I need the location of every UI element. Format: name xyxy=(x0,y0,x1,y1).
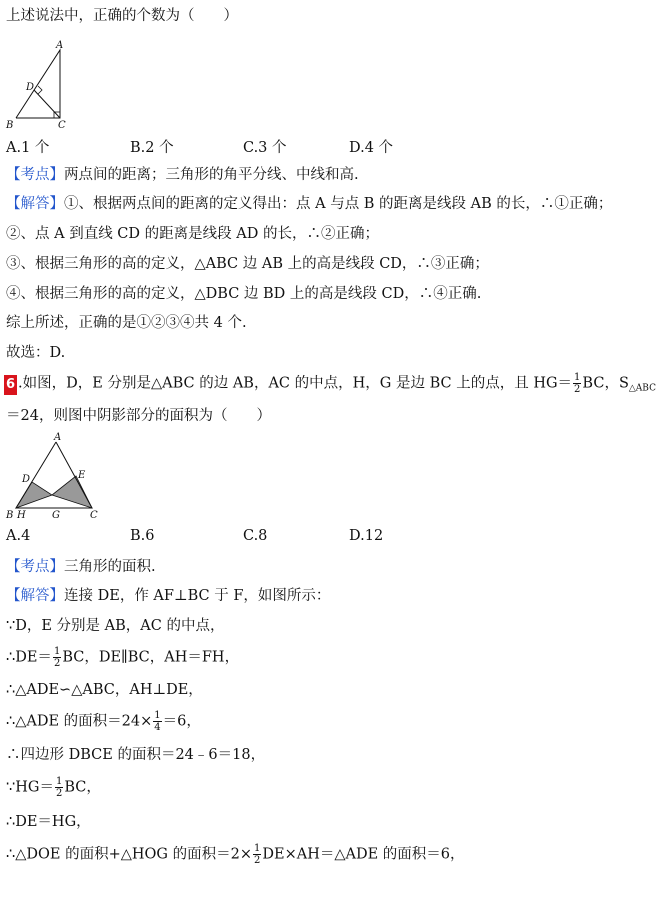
q6-line-4 xyxy=(6,710,201,733)
label-A: A xyxy=(54,432,62,443)
q5-option-b: B.2 个 xyxy=(130,140,174,156)
q5-figure xyxy=(4,40,74,130)
q6-line-6a: ∵HG＝ xyxy=(6,779,54,796)
solution-line-2: ②、点 A 到直线 CD 的距离是线段 AD 的长，∴②正确； xyxy=(6,226,379,242)
q6-stem-sub: △ABC xyxy=(628,383,656,394)
solution-line-4: ④、根据三角形的高的定义，△DBC 边 BD 上的高是线段 CD，∴④正确. xyxy=(6,286,482,302)
q5-stem: 上述说法中，正确的个数为（ ） xyxy=(6,8,238,24)
kaodian-text: 三角形的面积. xyxy=(64,559,156,575)
fraction xyxy=(253,843,261,866)
kaodian-tag: 【考点】 xyxy=(6,167,64,183)
q6-line-2b: BC，DE∥BC，AH＝FH， xyxy=(62,649,240,666)
fraction xyxy=(53,646,61,669)
question-number-badge: 6 xyxy=(4,375,17,395)
q5-option-a: A.1 个 xyxy=(6,140,50,156)
fraction xyxy=(573,372,581,395)
q6-line-6b: BC， xyxy=(64,779,101,796)
q6-line-7: ∴DE＝HG， xyxy=(6,814,91,830)
q6-line-2a: ∴DE＝ xyxy=(6,649,52,666)
q6-line-5: ∴四边形 DBCE 的面积＝24﹣6＝18， xyxy=(6,747,266,763)
q6-stem-b: BC，S xyxy=(582,375,629,392)
q6-option-a: A.4 xyxy=(6,528,31,544)
label-C: C xyxy=(58,120,66,131)
answer-line: 故选：D. xyxy=(6,345,66,361)
summary-line: 综上所述，正确的是①②③④共 4 个. xyxy=(6,315,247,331)
label-D: D xyxy=(26,82,35,93)
frac-num: 1 xyxy=(154,710,161,721)
label-H: H xyxy=(17,510,26,521)
frac-den: 4 xyxy=(154,722,161,733)
q6-line-3: ∴△ADE∽△ABC，AH⊥DE， xyxy=(6,682,203,698)
frac-den: 2 xyxy=(574,384,581,395)
solution-line-1: ①、根据两点间的距离的定义得出：点 A 与点 B 的距离是线段 AB 的长，∴①正确； xyxy=(64,196,613,212)
q6-line-2 xyxy=(6,646,239,669)
label-G: G xyxy=(52,510,60,521)
kaodian-text: 两点间的距离；三角形的角平分线、中线和高. xyxy=(64,167,359,183)
q5-option-c: C.3 个 xyxy=(243,140,287,156)
kaodian-tag: 【考点】 xyxy=(6,559,64,575)
label-A: A xyxy=(56,40,64,51)
solution-line-3: ③、根据三角形的高的定义，△ABC 边 AB 上的高是线段 CD，∴③正确； xyxy=(6,256,489,272)
jieda-text: 连接 DE，作 AF⊥BC 于 F，如图所示： xyxy=(64,588,331,604)
frac-num: 1 xyxy=(55,776,63,787)
frac-den: 2 xyxy=(55,788,63,799)
frac-den: 2 xyxy=(253,855,261,866)
q6-line-8b: DE×AH＝△ADE 的面积＝6， xyxy=(262,846,465,863)
q6-figure xyxy=(4,432,104,522)
frac-num: 1 xyxy=(53,646,61,657)
q6-line-8 xyxy=(6,843,465,866)
q6-option-c: C.8 xyxy=(243,528,268,544)
jieda-tag: 【解答】 xyxy=(6,588,64,604)
label-D: D xyxy=(22,474,31,485)
q5-option-d: D.4 个 xyxy=(349,140,394,156)
q5-kaodian xyxy=(6,165,359,185)
frac-den: 2 xyxy=(53,658,61,669)
q6-line-4a: ∴△ADE 的面积＝24× xyxy=(6,713,153,730)
q6-line-6 xyxy=(6,776,101,799)
q6-jieda xyxy=(6,586,330,606)
q6-option-d: D.12 xyxy=(349,528,384,544)
q6-line-1: ∵D，E 分别是 AB，AC 的中点， xyxy=(6,618,225,634)
q6-line-8a: ∴△DOE 的面积+△HOG 的面积＝2× xyxy=(6,846,252,863)
label-C: C xyxy=(90,510,98,521)
q6-stem xyxy=(4,372,656,399)
q6-stem-c: ＝24，则图中阴影部分的面积为（ ） xyxy=(6,408,271,424)
fraction xyxy=(153,710,161,733)
label-E: E xyxy=(78,470,86,481)
q6-kaodian xyxy=(6,557,156,577)
q5-jieda xyxy=(6,194,612,214)
label-B: B xyxy=(6,510,14,521)
q6-line-4b: ＝6， xyxy=(162,713,201,730)
frac-num: 1 xyxy=(574,372,581,383)
q6-option-b: B.6 xyxy=(130,528,155,544)
jieda-tag: 【解答】 xyxy=(6,196,64,212)
label-B: B xyxy=(6,120,14,131)
fraction xyxy=(55,776,63,799)
frac-num: 1 xyxy=(253,843,261,854)
q6-stem-a: .如图，D，E 分别是△ABC 的边 AB，AC 的中点，H，G 是边 BC 上的点，且 HG＝ xyxy=(18,375,573,392)
